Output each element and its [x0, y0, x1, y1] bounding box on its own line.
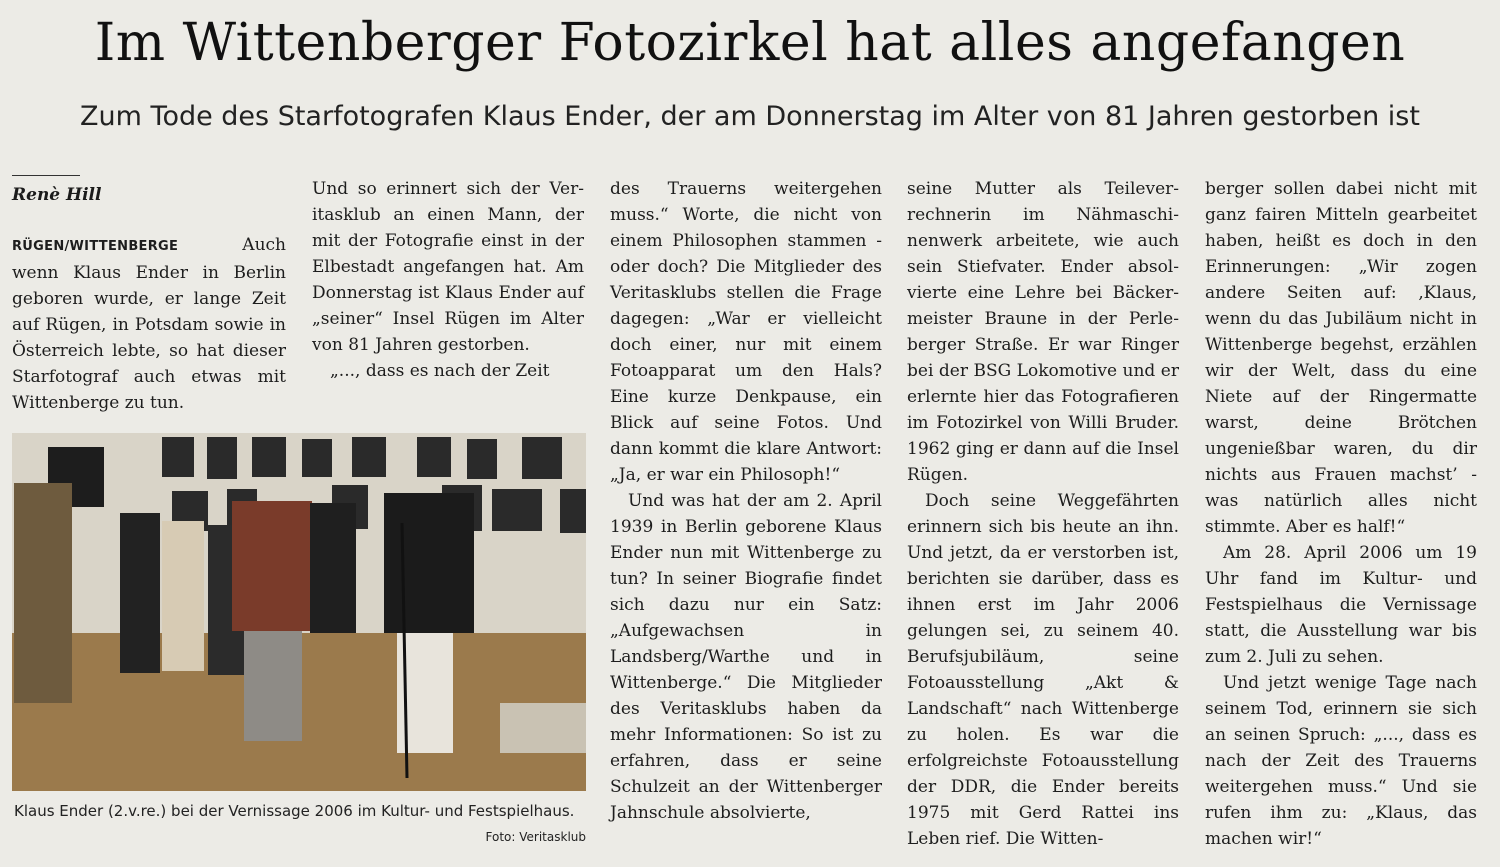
column-1 — [12, 232, 286, 416]
author-rule — [12, 175, 80, 176]
paragraph: des Trauerns weitergehen muss.“ Worte, die nicht von einem Philosophen stammen - oder doch? Die Mitglieder des Veritasklubs stellen die Frage dagegen: „War er vielleicht doch einer, nur mit einem Fotoapparat um den Hals? Eine kurze Denkpause, ein Blick auf seine Fotos. Und dann kommt die klare Antwort: „Ja, er war ein Philosoph!“ — [610, 179, 882, 485]
caption-text: Klaus Ender (2.v.re.) bei der Vernissage 2006 im Kultur- und Festspielhaus. — [14, 802, 575, 820]
lead-paragraph — [12, 232, 286, 416]
paragraph: Am 28. April 2006 um 19 Uhr fand im Kultur- und Festspielhaus die Vernissage statt, die Ausstellung war bis zum 2. Juli zu sehen. — [1205, 543, 1477, 667]
vernissage-photo — [12, 433, 586, 791]
paragraph: berger sollen dabei nicht mit ganz fairen Mitteln gearbeitet haben, heißt es doch in den Erinnerungen: „Wir zogen andere Seiten auf: ‚Klaus, wenn du das Jubiläum nicht in Wittenberge begehst, erzählen wir der Welt, dass du eine Niete auf der Ringermatte warst, deine Brötchen ungenießbar waren, du dir nichts aus Frauen machst’ - was natürlich alles nicht stimmte. Aber es half!“ — [1205, 179, 1477, 537]
paragraph: „..., dass es nach der Zeit — [330, 361, 550, 381]
author-byline: Renè Hill — [12, 185, 102, 205]
paragraph: Und jetzt wenige Tage nach seinem Tod, erinnern sie sich an seinen Spruch: „..., dass es nach der Zeit des Trauerns weitergehen muss.“ Und sie rufen ihm zu: „Klaus, das machen wir!“ — [1205, 673, 1477, 849]
photo-illustration — [12, 433, 586, 791]
paragraph: Und was hat der am 2. April 1939 in Berlin geborene Klaus Ender nun mit Wittenberge zu tun? In seiner Biografie findet sich dazu nur ein Satz: „Aufgewachsen in Landsberg/Warthe und in Wittenberge.“ Die Mitglieder des Veritasklubs haben da mehr Informationen: So ist zu erfahren, dass er seine Schulzeit an der Wittenberger Jahnschule absolvierte, — [610, 491, 882, 823]
column-5 — [1205, 176, 1477, 852]
photo-credit: Foto: Veritasklub — [485, 830, 586, 844]
photo-caption — [14, 798, 586, 850]
paragraph: Doch seine Weggefährten erinnern sich bis heute an ihn. Und jetzt, da er verstorben ist, berichten sie darüber, dass es ihnen erst im Jahr 2006 gelungen sei, zu seinem 40. Berufsjubiläum, seine Fotoausstellung „Akt & Landschaft“ nach Wittenberge zu holen. Es war die erfolgreichste Fotoausstellung der DDR, die Ender bereits 1975 mit Gerd Rattei ins Leben rief. Die Witten- — [907, 491, 1179, 849]
paragraph: seine Mutter als Teileverrechnerin im Nähmaschinenwerk arbeitete, wie auch sein Stiefvater. Ender absolvierte eine Lehre bei Bäckermeister Braune in der Perleberger Straße. Er war Ringer bei der BSG Lokomotive und er erlernte hier das Fotografieren im Fotozirkel von Willi Bruder. 1962 ging er dann auf die Insel Rügen. — [907, 179, 1179, 485]
column-2 — [312, 176, 584, 384]
dateline: RÜGEN/WITTENBERGE — [12, 239, 179, 254]
lead-text: Auch wenn Klaus Ender in Berlin geboren wurde, er lange Zeit auf Rügen, in Potsdam sowie in Österreich lebte, so hat dieser Starfotograf auch etwas mit Wittenberge zu tun. — [12, 235, 286, 413]
paragraph: Und so erinnert sich der Veritasklub an einen Mann, der mit der Fotografie einst in der Elbestadt angefangen hat. Am Donnerstag ist Klaus Ender auf „seiner“ Insel Rügen im Alter von 81 Jahren gestorben. — [312, 179, 584, 355]
column-3 — [610, 176, 882, 826]
subheadline: Zum Tode des Starfotografen Klaus Ender, der am Donnerstag im Alter von 81 Jahren gestorben ist — [80, 101, 1420, 132]
headline: Im Wittenberger Fotozirkel hat alles angefangen — [94, 13, 1406, 73]
column-4 — [907, 176, 1179, 852]
